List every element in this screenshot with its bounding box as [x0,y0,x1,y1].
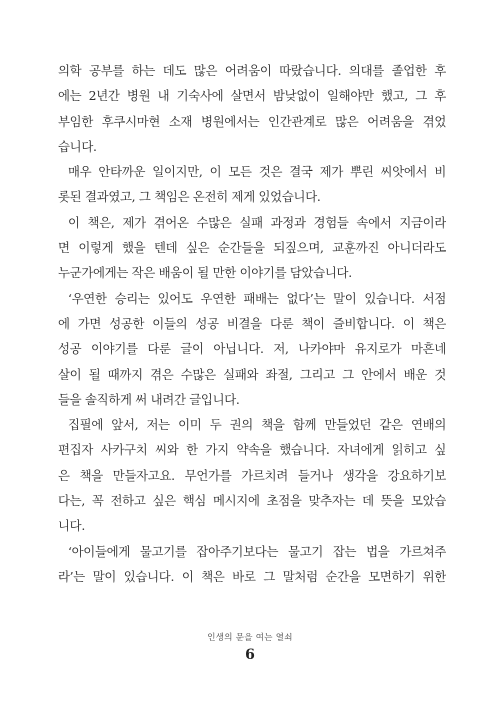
body-text [58,58,446,589]
text-line: 매우 안타까운 일이지만, 이 모든 것은 결국 제가 뿌린 씨앗에서 비 [68,164,446,180]
text-line: 에는 2년간 병원 내 기숙사에 살면서 밤낮없이 일해야만 했고, 그 후 [58,88,446,104]
page-number: 6 [245,647,255,663]
text-line: 습니다. [58,138,97,154]
text-line: ‘우연한 승리는 있어도 우연한 패배는 없다’는 말이 있습니다. 서점 [68,290,446,306]
text-line: 라’는 말이 있습니다. 이 책은 바로 그 말처럼 순간을 모면하기 위한 [58,568,446,584]
text-line: 니다. [58,518,85,534]
text-line: 에 가면 성공한 이들의 성공 비결을 다룬 책이 즐비합니다. 이 책은 [58,315,446,331]
text-line: 면 이렇게 했을 텐데 싶은 순간들을 되짚으며, 교훈까진 아니더라도 [58,240,446,256]
text-line: 이 책은, 제가 겪어온 수많은 실패 과정과 경험들 속에서 지금이라 [68,214,446,230]
text-line: 살이 될 때까지 겪은 수많은 실패와 좌절, 그리고 그 안에서 배운 것 [58,366,446,382]
text-line: 들을 솔직하게 써 내려간 글입니다. [58,391,240,407]
text-line: ‘아이들에게 물고기를 잡아주기보다는 물고기 잡는 법을 가르쳐주 [68,543,446,559]
text-line: 누군가에게는 작은 배움이 될 만한 이야기를 담았습니다. [58,265,352,281]
text-line: 성공 이야기를 다룬 글이 아닙니다. 저, 나카야마 유지로가 마흔네 [58,341,446,357]
running-title: 인생의 문을 여는 열쇠 [207,633,293,643]
text-line: 부임한 후쿠시마현 소재 병원에서는 인간관계로 많은 어려움을 겪었 [58,113,446,129]
text-line: 다는, 꼭 전하고 싶은 핵심 메시지에 초점을 맞추자는 데 뜻을 모았습 [58,493,446,509]
text-line: 의학 공부를 하는 데도 많은 어려움이 따랐습니다. 의대를 졸업한 후 [58,63,446,78]
text-line: 은 책을 만들자고요. 무언가를 가르치려 들거나 생각을 강요하기보 [58,467,446,483]
text-line: 집필에 앞서, 저는 이미 두 권의 책을 함께 만들었던 같은 연배의 [68,417,446,433]
text-line: 롯된 결과였고, 그 책임은 온전히 제게 있었습니다. [58,189,321,205]
text-line: 편집자 사카구치 씨와 한 가지 약속을 했습니다. 자녀에게 읽히고 싶 [58,442,446,458]
